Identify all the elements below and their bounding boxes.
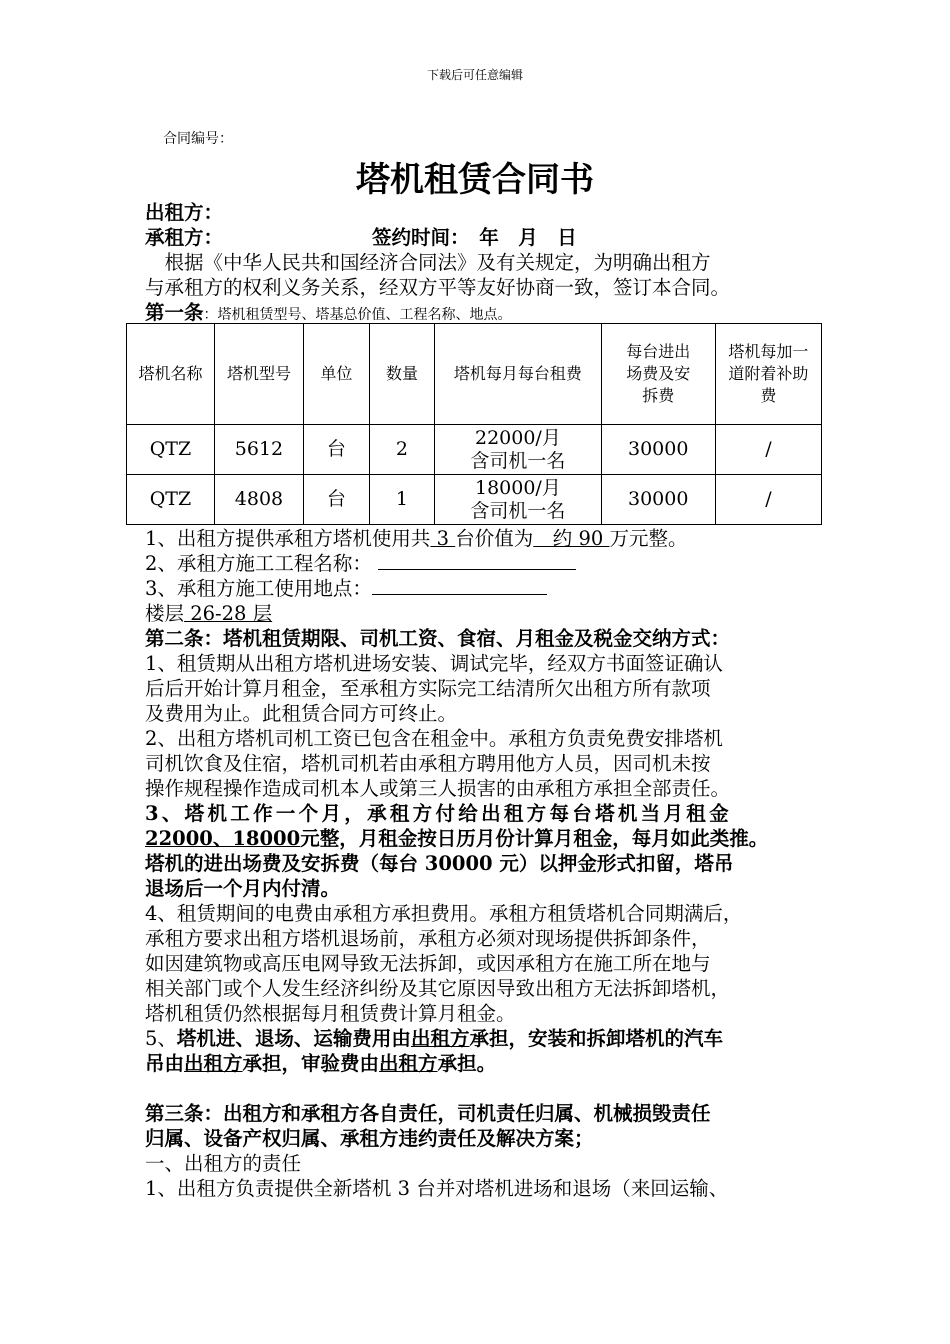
a2-p4-line: 承租方要求出租方塔机退场前，承租方必须对现场提供拆卸条件， bbox=[145, 927, 711, 950]
a2-p5-line bbox=[145, 1026, 723, 1051]
item2-label: 2、承租方施工工程名称： bbox=[145, 552, 372, 575]
cell-unit: 台 bbox=[304, 475, 370, 525]
floor-value: 26-28 层 bbox=[184, 602, 273, 625]
a2-p5-party: 出租方 bbox=[184, 1052, 243, 1075]
header-cell: 每台进出场费及安拆费 bbox=[601, 324, 715, 425]
item1-value: 约 90 bbox=[533, 527, 610, 550]
item-1 bbox=[145, 526, 687, 551]
fee-amount: 22000/月 bbox=[474, 426, 561, 449]
header-cell: 塔机名称 bbox=[127, 324, 215, 425]
header-note: 下载后可任意编辑 bbox=[426, 68, 523, 82]
item1-post: 万元整。 bbox=[609, 527, 688, 550]
rent-text: 元整，月租金按日历月份计算月租金，每月如此类推。 bbox=[300, 827, 769, 850]
a2-p3-line bbox=[145, 826, 768, 851]
article1-title: 第一条 bbox=[145, 301, 204, 324]
item-2 bbox=[145, 551, 576, 576]
item1-pre: 1、出租方提供承租方塔机使用共 bbox=[145, 527, 431, 550]
fee-amount: 18000/月 bbox=[474, 476, 561, 499]
item3-label: 3、承租方施工使用地点： bbox=[145, 577, 372, 600]
a2-p5-party: 出租方 bbox=[410, 1027, 470, 1050]
cell-unit: 台 bbox=[304, 425, 370, 475]
cell-extra-fee: / bbox=[715, 425, 821, 475]
rent-amounts: 22000、18000 bbox=[145, 827, 301, 850]
cell-monthly-fee bbox=[435, 425, 601, 475]
lessor-label: 出租方： bbox=[145, 201, 224, 224]
cell-monthly-fee bbox=[435, 475, 601, 525]
item1-count: 3 bbox=[430, 527, 456, 550]
sign-time: 签约时间： 年 月 日 bbox=[372, 226, 577, 249]
a2-p5-num: 5、 bbox=[145, 1027, 177, 1050]
fee-note: 含司机一名 bbox=[470, 449, 566, 472]
a2-p2-line: 操作规程操作造成司机本人或第三人损害的由承租方承担全部责任。 bbox=[145, 777, 731, 800]
a2-p1-line: 及费用为止。此租赁合同方可终止。 bbox=[145, 702, 458, 725]
tower-crane-table bbox=[126, 323, 822, 525]
table-row bbox=[127, 475, 822, 525]
cell-name: QTZ bbox=[127, 425, 215, 475]
a2-p5-text: 承担，安装和拆卸塔机的汽车 bbox=[469, 1027, 723, 1050]
article2-title: 第二条：塔机租赁期限、司机工资、食宿、月租金及税金交纳方式： bbox=[145, 627, 731, 650]
cell-model: 5612 bbox=[214, 425, 303, 475]
a2-p3-line: 塔机的进出场费及安拆费（每台 30000 元）以押金形式扣留，塔吊 bbox=[145, 852, 734, 875]
item-3 bbox=[145, 576, 547, 601]
cell-extra-fee: / bbox=[715, 475, 821, 525]
preamble-line-2: 与承租方的权利义务关系，经双方平等友好协商一致，签订本合同。 bbox=[145, 276, 731, 299]
cell-qty: 1 bbox=[369, 475, 435, 525]
floor-line bbox=[145, 601, 272, 626]
a2-p5-text: 吊由 bbox=[145, 1052, 185, 1075]
table-row bbox=[127, 425, 822, 475]
a2-p4-line: 相关部门或个人发生经济纠纷及其它原因导致出租方无法拆卸塔机， bbox=[145, 977, 731, 1000]
article3-title-line: 归属、设备产权归属、承租方违约责任及解决方案； bbox=[145, 1127, 594, 1150]
a2-p5-line bbox=[145, 1051, 496, 1076]
cell-name: QTZ bbox=[127, 475, 215, 525]
a2-p4-line: 如因建筑物或高压电网导致无法拆卸，或因承租方在施工所在地与 bbox=[145, 952, 711, 975]
header-cell: 塔机型号 bbox=[214, 324, 303, 425]
fee-note: 含司机一名 bbox=[470, 499, 566, 522]
floor-label: 楼层 bbox=[145, 602, 185, 625]
article1-subtitle: ：塔机租赁型号、塔基总价值、工程名称、地点。 bbox=[203, 307, 512, 323]
header-cell: 数量 bbox=[369, 324, 435, 425]
cell-qty: 2 bbox=[369, 425, 435, 475]
header-cell: 单位 bbox=[304, 324, 370, 425]
location-blank bbox=[372, 576, 547, 595]
a2-p5-text: 塔机进、退场、运输费用由 bbox=[176, 1027, 411, 1050]
a2-p5-party: 出租方 bbox=[379, 1052, 438, 1075]
header-cell: 塔机每月每台租费 bbox=[435, 324, 601, 425]
preamble-line-1: 根据《中华人民共和国经济合同法》及有关规定，为明确出租方 bbox=[145, 251, 711, 274]
a2-p5-text: 承担，审验费由 bbox=[242, 1052, 380, 1075]
a2-p4-line: 4、租赁期间的电费由承租方承担费用。承租方租赁塔机合同期满后， bbox=[145, 902, 743, 925]
item1-mid: 台价值为 bbox=[455, 527, 534, 550]
a2-p3-line: 退场后一个月内付清。 bbox=[145, 877, 341, 900]
a2-p5-text: 承担。 bbox=[437, 1052, 497, 1075]
cell-install-fee: 30000 bbox=[601, 475, 715, 525]
a2-p4-line: 塔机租赁仍然根据每月租赁费计算月租金。 bbox=[145, 1002, 516, 1025]
article3-p1: 1、出租方负责提供全新塔机 3 台并对塔机进场和退场（来回运输、 bbox=[145, 1177, 729, 1200]
contract-number-label: 合同编号： bbox=[163, 131, 233, 147]
cell-install-fee: 30000 bbox=[601, 425, 715, 475]
document-title: 塔机租赁合同书 bbox=[356, 160, 594, 200]
header-cell: 塔机每加一道附着补助费 bbox=[715, 324, 821, 425]
a2-p2-line: 2、出租方塔机司机工资已包含在租金中。承租方负责免费安排塔机 bbox=[145, 727, 723, 750]
article3-subheading: 一、出租方的责任 bbox=[145, 1152, 302, 1175]
a2-p3-line: 3、塔机工作一个月，承租方付给出租方每台塔机当月租金 bbox=[145, 802, 732, 825]
a2-p1-line: 后后开始计算月租金，至承租方实际完工结清所欠出租方所有款项 bbox=[145, 677, 711, 700]
a2-p2-line: 司机饮食及住宿，塔机司机若由承租方聘用他方人员，因司机未按 bbox=[145, 752, 711, 775]
table-header-row bbox=[127, 324, 822, 425]
project-name-blank bbox=[378, 551, 576, 570]
a2-p1-line: 1、租赁期从出租方塔机进场安装、调试完毕，经双方书面签证确认 bbox=[145, 652, 723, 675]
cell-model: 4808 bbox=[214, 475, 303, 525]
lessee-label: 承租方： bbox=[145, 226, 224, 249]
article3-title-line: 第三条：出租方和承租方各自责任，司机责任归属、机械损毁责任 bbox=[145, 1102, 711, 1125]
